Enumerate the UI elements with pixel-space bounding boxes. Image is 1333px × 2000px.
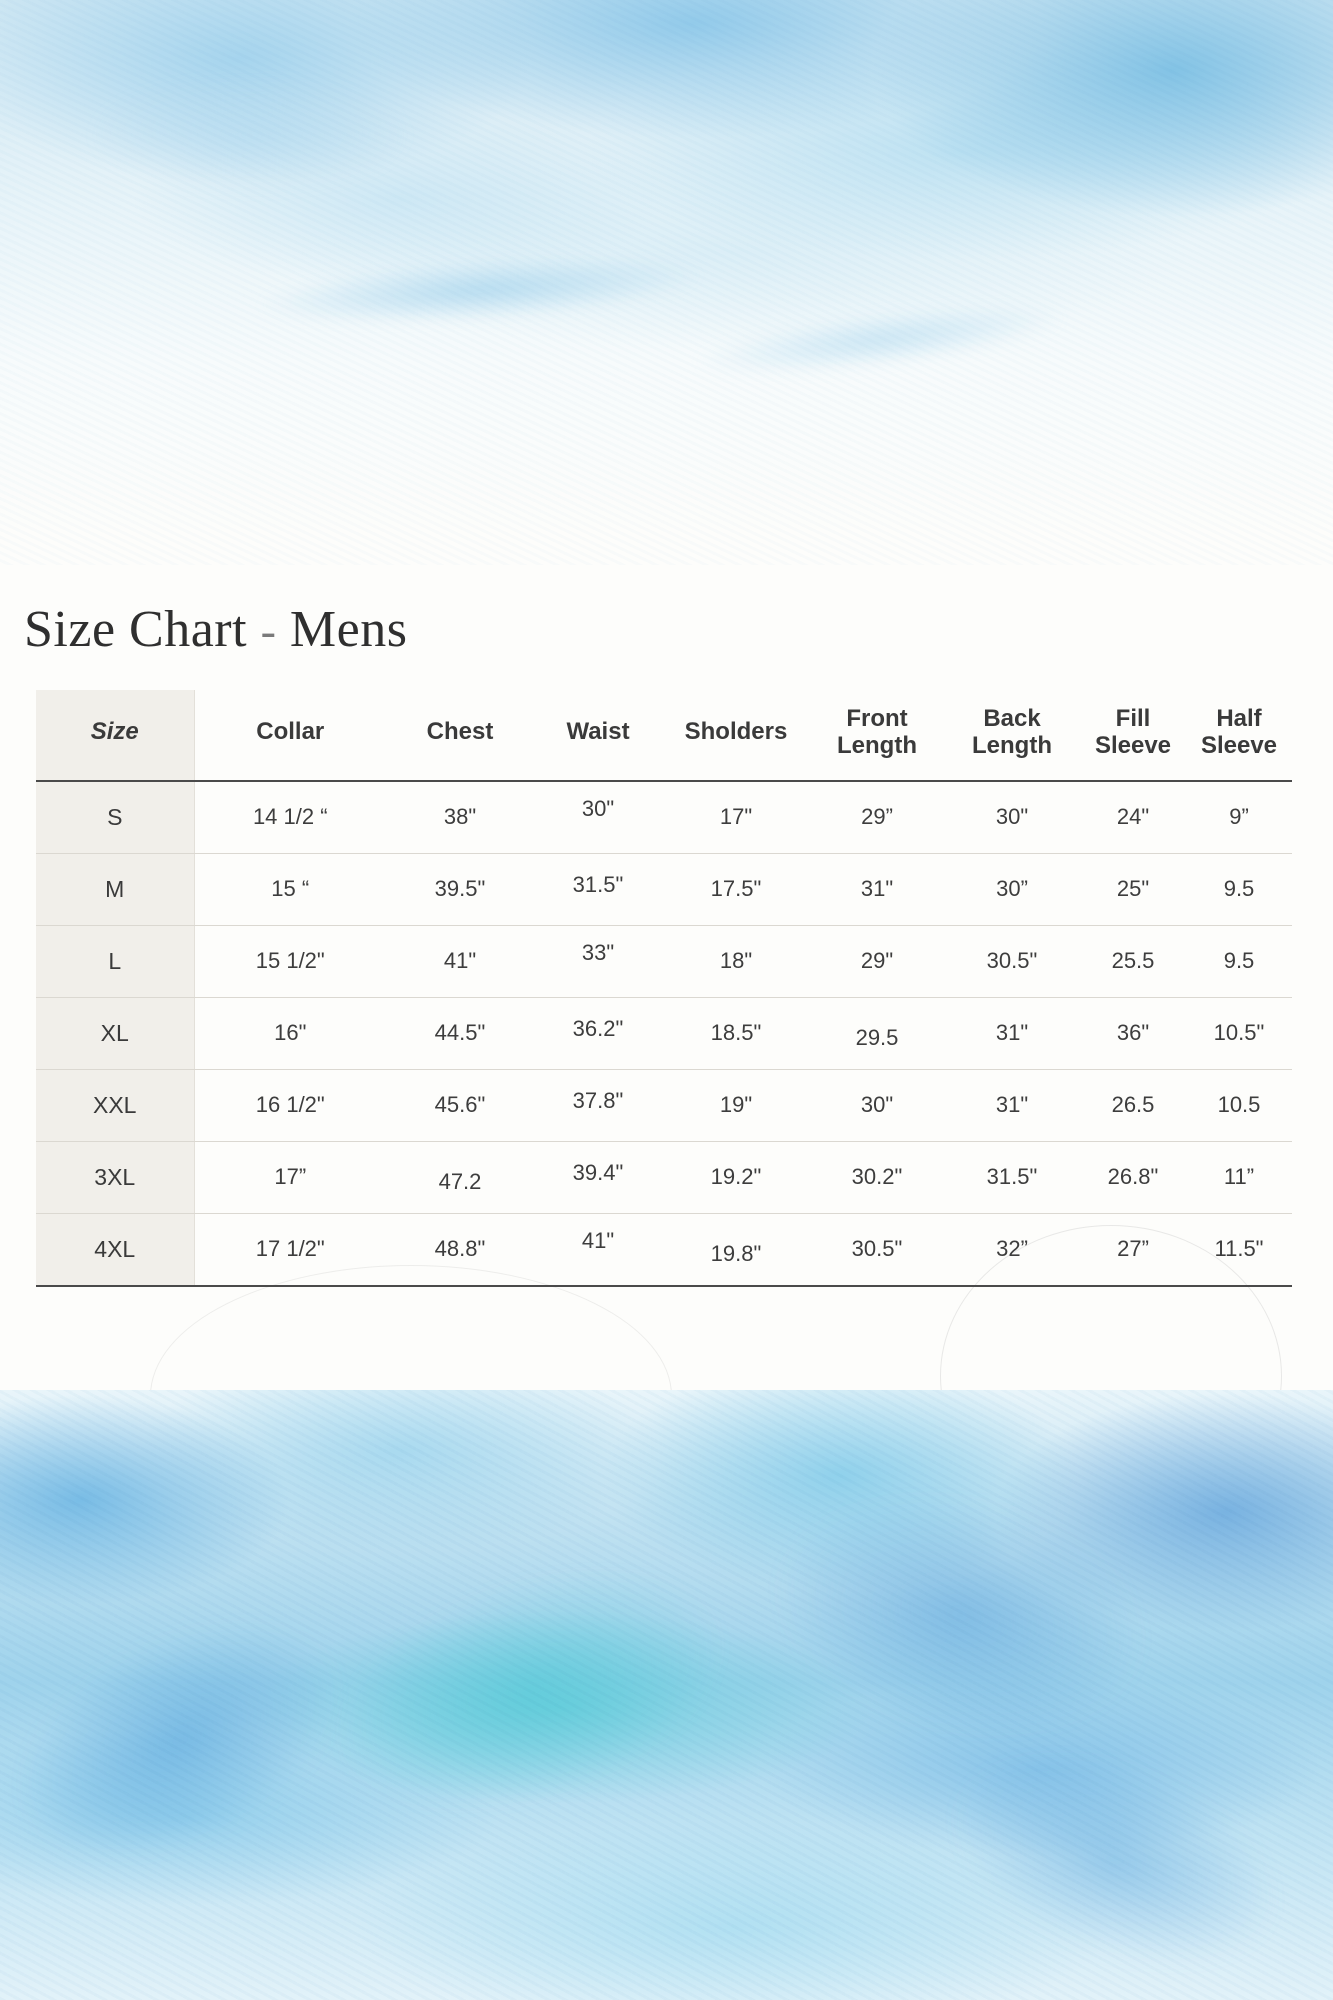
size-chart-table xyxy=(36,690,1292,1287)
paper-grain-texture xyxy=(0,0,1333,585)
cell-size: 4XL xyxy=(36,1213,194,1286)
table-header-row xyxy=(36,690,1292,781)
cell-fill-sleeve: 25.5 xyxy=(1080,925,1186,997)
cell-size: XL xyxy=(36,997,194,1069)
cell-size: S xyxy=(36,781,194,854)
cell-sholders: 19.8" xyxy=(662,1218,810,1291)
cell-back-length: 31" xyxy=(944,1069,1080,1141)
table-body xyxy=(36,781,1292,1286)
cell-fill-sleeve: 24" xyxy=(1080,781,1186,854)
size-chart-table-wrapper xyxy=(36,690,1292,1287)
column-header-fill-sleeve xyxy=(1080,690,1186,781)
cell-collar: 15 1/2" xyxy=(194,925,386,997)
cell-size: M xyxy=(36,853,194,925)
column-header-front-length-line2: Length xyxy=(837,731,917,759)
page-title-main: Size Chart xyxy=(24,601,248,658)
table-row xyxy=(36,853,1292,925)
column-header-front-length-line1: Front xyxy=(846,705,908,732)
cell-half-sleeve: 11” xyxy=(1186,1141,1292,1213)
column-header-half-sleeve xyxy=(1186,690,1292,781)
cell-chest: 41" xyxy=(386,925,534,997)
cell-size: XXL xyxy=(36,1069,194,1141)
cell-front-length: 29.5 xyxy=(810,1002,944,1074)
cell-chest: 39.5" xyxy=(386,853,534,925)
table-row xyxy=(36,781,1292,854)
cell-half-sleeve: 9.5 xyxy=(1186,853,1292,925)
cell-front-length: 30.2" xyxy=(810,1141,944,1213)
cell-back-length: 30” xyxy=(944,853,1080,925)
table-row xyxy=(36,1213,1292,1286)
cell-chest: 38" xyxy=(386,781,534,854)
cell-collar: 16 1/2" xyxy=(194,1069,386,1141)
size-chart-card xyxy=(0,565,1333,1390)
cell-sholders: 19.2" xyxy=(662,1141,810,1213)
watercolor-band-top xyxy=(0,0,1333,585)
cell-back-length: 32” xyxy=(944,1213,1080,1286)
page-title xyxy=(24,600,407,659)
cell-waist: 41" xyxy=(534,1205,662,1278)
cell-collar: 15 “ xyxy=(194,853,386,925)
cell-front-length: 30" xyxy=(810,1069,944,1141)
column-header-back-length-line1: Back xyxy=(983,705,1041,732)
column-header-fill-sleeve-line2: Sleeve xyxy=(1094,731,1172,759)
column-header-collar: Collar xyxy=(194,690,386,781)
cell-sholders: 18" xyxy=(662,925,810,997)
watercolor-band-bottom xyxy=(0,1390,1333,2000)
cell-front-length: 29" xyxy=(810,925,944,997)
page-title-separator: - xyxy=(260,605,277,656)
cell-half-sleeve: 9” xyxy=(1186,781,1292,854)
table-row xyxy=(36,925,1292,997)
cell-back-length: 30" xyxy=(944,781,1080,854)
cell-fill-sleeve: 27” xyxy=(1080,1213,1186,1286)
cell-sholders: 17" xyxy=(662,781,810,854)
cell-collar: 17” xyxy=(194,1141,386,1213)
cell-fill-sleeve: 26.5 xyxy=(1080,1069,1186,1141)
cell-half-sleeve: 10.5 xyxy=(1186,1069,1292,1141)
cell-back-length: 31" xyxy=(944,997,1080,1069)
cell-size: 3XL xyxy=(36,1141,194,1213)
cell-collar: 14 1/2 “ xyxy=(194,781,386,854)
cell-front-length: 30.5" xyxy=(810,1213,944,1286)
cell-front-length: 29” xyxy=(810,781,944,854)
column-header-waist: Waist xyxy=(534,690,662,781)
table-header xyxy=(36,690,1292,781)
column-header-sholders: Sholders xyxy=(662,690,810,781)
column-header-fill-sleeve-line1: Fill xyxy=(1115,705,1151,732)
cell-chest: 48.8" xyxy=(386,1213,534,1286)
cell-sholders: 18.5" xyxy=(662,997,810,1069)
paper-grain-texture xyxy=(0,1390,1333,2000)
page-title-sub: Mens xyxy=(289,601,408,658)
cell-collar: 16" xyxy=(194,997,386,1069)
cell-front-length: 31" xyxy=(810,853,944,925)
cell-waist: 30" xyxy=(534,773,662,846)
cell-fill-sleeve: 25" xyxy=(1080,853,1186,925)
column-header-half-sleeve-line1: Half xyxy=(1216,705,1262,732)
table-row xyxy=(36,997,1292,1069)
column-header-front-length xyxy=(810,690,944,781)
cell-sholders: 17.5" xyxy=(662,853,810,925)
cell-size: L xyxy=(36,925,194,997)
cell-half-sleeve: 11.5" xyxy=(1186,1213,1292,1286)
cell-fill-sleeve: 36" xyxy=(1080,997,1186,1069)
cell-sholders: 19" xyxy=(662,1069,810,1141)
cell-waist: 37.8" xyxy=(534,1065,662,1137)
cell-back-length: 30.5" xyxy=(944,925,1080,997)
cell-collar: 17 1/2" xyxy=(194,1213,386,1286)
cell-chest: 44.5" xyxy=(386,997,534,1069)
cell-back-length: 31.5" xyxy=(944,1141,1080,1213)
column-header-size: Size xyxy=(36,690,194,781)
column-header-back-length-line2: Length xyxy=(972,731,1052,759)
column-header-back-length xyxy=(944,690,1080,781)
cell-fill-sleeve: 26.8" xyxy=(1080,1141,1186,1213)
cell-waist: 39.4" xyxy=(534,1137,662,1209)
cell-half-sleeve: 9.5 xyxy=(1186,925,1292,997)
cell-waist: 36.2" xyxy=(534,993,662,1065)
cell-waist: 31.5" xyxy=(534,849,662,921)
cell-waist: 33" xyxy=(534,917,662,989)
table-row xyxy=(36,1069,1292,1141)
cell-half-sleeve: 10.5" xyxy=(1186,997,1292,1069)
cell-chest: 45.6" xyxy=(386,1069,534,1141)
table-row xyxy=(36,1141,1292,1213)
column-header-half-sleeve-line2: Sleeve xyxy=(1200,731,1278,759)
column-header-chest: Chest xyxy=(386,690,534,781)
cell-chest: 47.2 xyxy=(386,1146,534,1218)
